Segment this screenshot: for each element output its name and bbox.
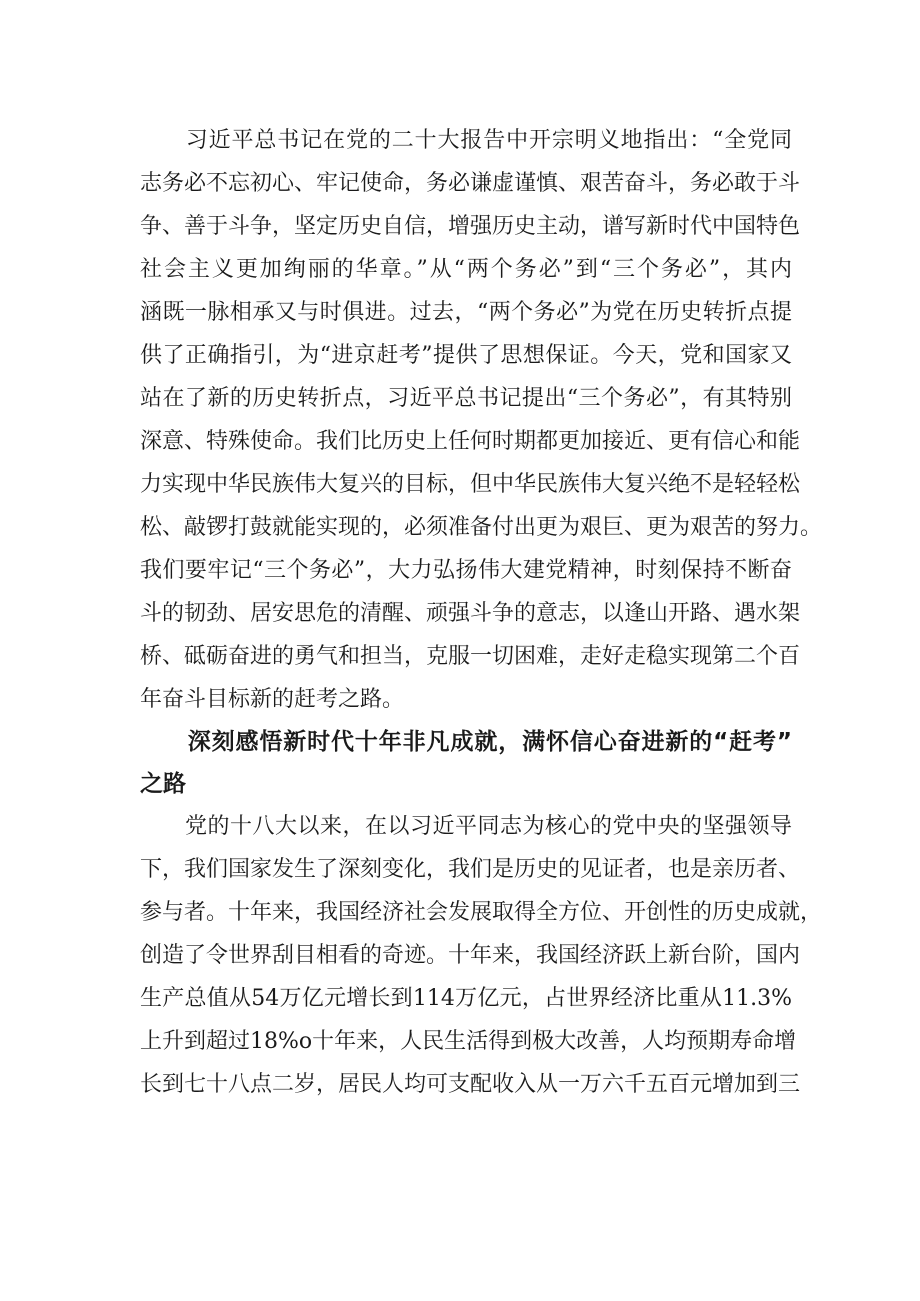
paragraph-line: 桥、砥砺奋进的勇气和担当，克服一切困难，走好走稳实现第二个百 (140, 644, 801, 669)
heading-line: 之路 (140, 771, 186, 797)
paragraph-line: 习近平总书记在党的二十大报告中开宗明义地指出：“全党同 (140, 128, 792, 153)
paragraph-line: 站在了新的历史转折点，习近平总书记提出“三个务必”，有其特别 (140, 386, 792, 411)
document-page (140, 119, 823, 1106)
paragraph-line: 上升到超过18%o十年来，人民生活得到极大改善，人均预期寿命增 (140, 1029, 797, 1054)
paragraph-line: 社会主义更加绚丽的华章。”从“两个务必”到“三个务必”，其内 (140, 257, 792, 282)
paragraph-line: 争、善于斗争，坚定历史自信，增强历史主动，谱写新时代中国特色 (140, 214, 801, 239)
paragraph-achievements (140, 805, 823, 1106)
paragraph-line: 参与者。十年来，我国经济社会发展取得全方位、开创性的历史成就， (140, 900, 823, 925)
paragraph-line: 党的十八大以来，在以习近平同志为核心的党中央的坚强领导 (140, 814, 792, 839)
paragraph-line: 斗的韧劲、居安思危的清醒、顽强斗争的意志，以逢山开路、遇水架 (140, 601, 801, 626)
paragraph-line: 志务必不忘初心、牢记使命，务必谦虚谨慎、艰苦奋斗，务必敢于斗 (140, 171, 801, 196)
paragraph-line: 力实现中华民族伟大复兴的目标，但中华民族伟大复兴绝不是轻轻松 (140, 472, 801, 497)
paragraph-line: 年奋斗目标新的赶考之路。 (140, 687, 405, 712)
paragraph-line: 涵既一脉相承又与时俱进。过去，“两个务必”为党在历史转折点提 (140, 300, 792, 325)
paragraph-line: 长到七十八点二岁，居民人均可支配收入从一万六千五百元增加到三 (140, 1072, 801, 1097)
paragraph-line: 生产总值从54万亿元增长到114万亿元，占世界经济比重从11.3% (140, 986, 792, 1011)
paragraph-intro (140, 119, 823, 721)
paragraph-line: 供了正确指引，为“进京赶考”提供了思想保证。今天，党和国家又 (140, 343, 792, 368)
paragraph-line: 松、敲锣打鼓就能实现的，必须准备付出更为艰巨、更为艰苦的努力。 (140, 515, 823, 540)
paragraph-line: 我们要牢记“三个务必”，大力弘扬伟大建党精神，时刻保持不断奋 (140, 558, 792, 583)
paragraph-line: 深意、特殊使命。我们比历史上任何时期都更加接近、更有信心和能 (140, 429, 801, 454)
heading-line: 深刻感悟新时代十年非凡成就，满怀信心奋进新的“赶考” (140, 729, 792, 755)
paragraph-line: 创造了令世界刮目相看的奇迹。十年来，我国经济跃上新台阶，国内 (140, 943, 801, 968)
paragraph-line: 下，我们国家发生了深刻变化，我们是历史的见证者，也是亲历者、 (140, 857, 801, 882)
section-heading (140, 721, 792, 805)
